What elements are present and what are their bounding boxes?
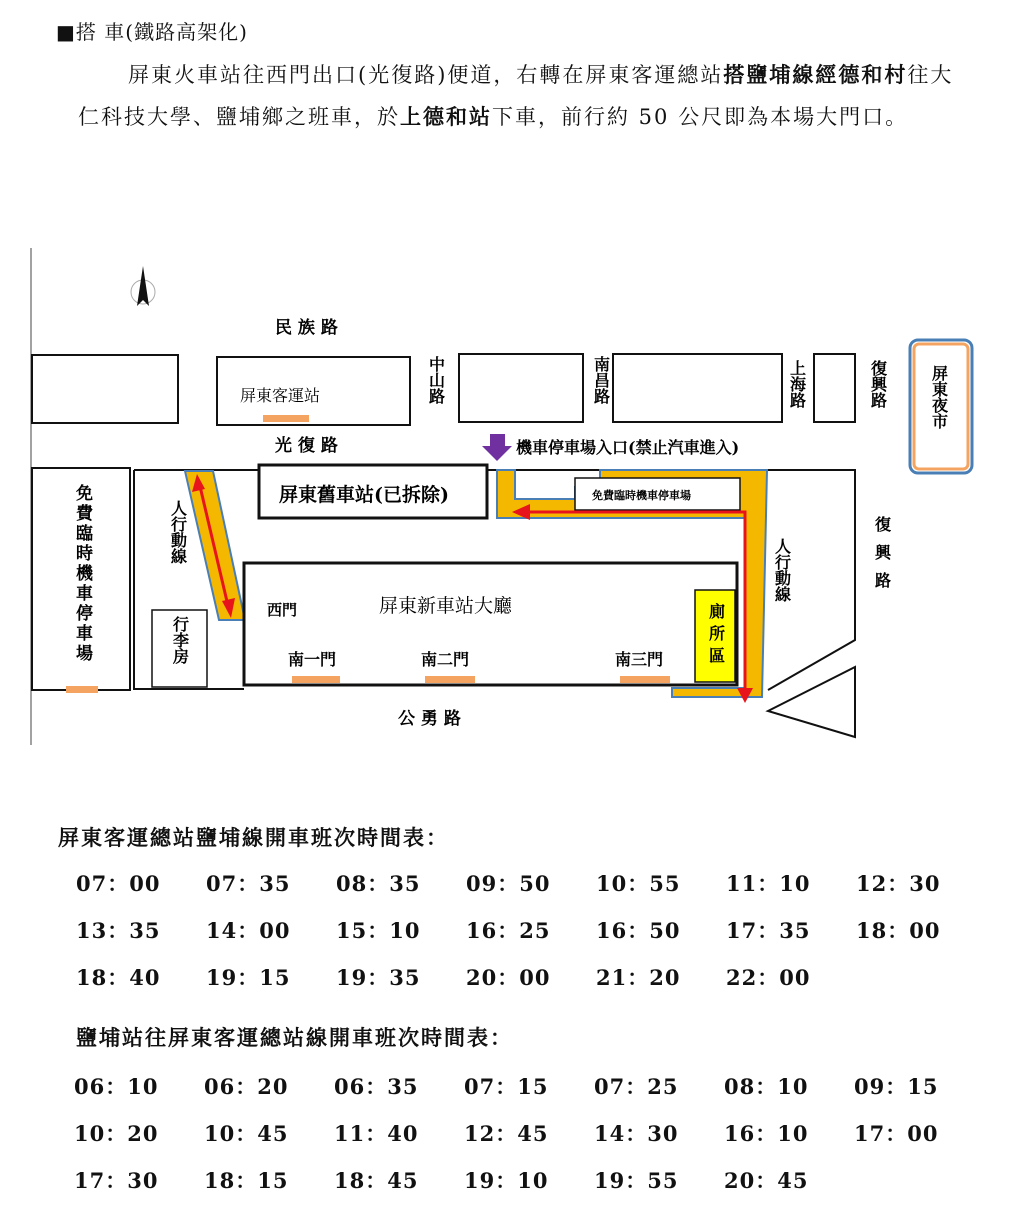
departure-time: 18：15: [204, 1168, 289, 1193]
fuxing-road-right-label: 復興路: [872, 516, 892, 600]
timetable-2-grid: [74, 1063, 984, 1204]
night-market-label: 屏東夜市: [929, 365, 949, 429]
bus-station-marker: [263, 415, 309, 422]
departure-time: 12：30: [856, 871, 941, 896]
departure-time: 17：35: [726, 918, 811, 943]
south-gate-3-label: 南三門: [615, 650, 664, 669]
restroom-label: 廁所區: [706, 603, 726, 669]
departure-time: 16：25: [466, 918, 551, 943]
timetable-1-grid: [76, 860, 986, 1001]
departure-time: 07：15: [464, 1074, 549, 1099]
directions-text-1: 屏東火車站往西門出口(光復路)便道，右轉在屏東客運總站: [128, 63, 724, 87]
heading-text: 搭 車(鐵路高架化): [75, 20, 248, 44]
departure-time: 06：20: [204, 1074, 289, 1099]
departure-time: 16：10: [724, 1121, 809, 1146]
departure-time: 16：50: [596, 918, 681, 943]
departure-time: 08：35: [336, 871, 421, 896]
south-gate-1-label: 南一門: [288, 650, 337, 669]
departure-time: 10：45: [204, 1121, 289, 1146]
departure-time: 17：00: [854, 1121, 939, 1146]
old-station-label: 屏東舊車站(已拆除): [279, 484, 449, 506]
departure-time: 21：20: [596, 965, 681, 990]
departure-time: 14：30: [594, 1121, 679, 1146]
departure-time: 14：00: [206, 918, 291, 943]
pedestrian-right-label: 人行動線: [772, 538, 792, 602]
departure-time: 17：30: [74, 1168, 159, 1193]
entrance-arrow-icon: [482, 434, 512, 461]
south-gate-2-label: 南二門: [421, 650, 470, 669]
departure-time: 07：35: [206, 871, 291, 896]
moto-entrance-label: 機車停車場入口(禁止汽車進入): [516, 438, 740, 457]
departure-time: 10：20: [74, 1121, 159, 1146]
shanghai-road-label: 上海路: [787, 360, 807, 408]
departure-time: 11：40: [334, 1121, 419, 1146]
block-4: [613, 354, 782, 422]
departure-time: 06：10: [74, 1074, 159, 1099]
departure-time: 22：00: [726, 965, 811, 990]
free-parking-label: 免費臨時機車停車場: [592, 489, 691, 502]
timetable-2-title: 鹽埔站往屏東客運總站線開車班次時間表：: [76, 1025, 513, 1050]
north-arrow-icon: [131, 266, 155, 306]
block-1: [32, 355, 178, 423]
departure-time: 13：35: [76, 918, 161, 943]
luggage-room-label: 行李房: [170, 616, 190, 664]
directions-bold-2: 上德和站: [400, 104, 492, 129]
directions-bold-1: 搭鹽埔線經德和村: [723, 62, 908, 87]
departure-time: 06：35: [334, 1074, 419, 1099]
departure-time: 08：10: [724, 1074, 809, 1099]
gongyong-road-label: 公 勇 路: [398, 709, 461, 729]
departure-time: 10：55: [596, 871, 681, 896]
departure-time: 11：10: [726, 871, 811, 896]
departure-time: 18：40: [76, 965, 161, 990]
departure-time: 09：50: [466, 871, 551, 896]
departure-time: 19：35: [336, 965, 421, 990]
bullet-icon: ■: [56, 20, 76, 44]
departure-time: 18：45: [334, 1168, 419, 1193]
fuxing-road-top-label: 復興路: [868, 360, 888, 408]
west-gate-label: 西門: [267, 601, 298, 619]
guangfu-road-label: 光 復 路: [275, 436, 338, 456]
main-hall-label: 屏東新車站大廳: [379, 595, 513, 617]
departure-time: 18：00: [856, 918, 941, 943]
directions-text-3: 下車，前行約 50 公尺即為本場大門口。: [492, 105, 909, 129]
departure-time: 19：10: [464, 1168, 549, 1193]
free-parking-left-label: 免費臨時機車停車場: [72, 484, 92, 664]
bus-station-label: 屏東客運站: [240, 386, 321, 405]
departure-time: 07：00: [76, 871, 161, 896]
departure-time: 07：25: [594, 1074, 679, 1099]
departure-time: 20：45: [724, 1168, 809, 1193]
directions-text-2: 往大仁科技大學、鹽埔鄉之班車，於: [78, 63, 954, 129]
zhongshan-road-label: 中山路: [426, 356, 446, 404]
departure-time: 20：00: [466, 965, 551, 990]
block-5: [814, 354, 855, 422]
nanchang-road-label: 南昌路: [591, 356, 611, 404]
pedestrian-left-label: 人行動線: [168, 500, 188, 564]
departure-time: 19：55: [594, 1168, 679, 1193]
block-3: [459, 354, 583, 422]
departure-time: 09：15: [854, 1074, 939, 1099]
triangle-block: [768, 667, 855, 737]
departure-time: 12：45: [464, 1121, 549, 1146]
departure-time: 19：15: [206, 965, 291, 990]
departure-time: 15：10: [336, 918, 421, 943]
timetable-1-title: 屏東客運總站鹽埔線開車班次時間表：: [58, 825, 449, 850]
minzu-road-label: 民 族 路: [275, 318, 338, 338]
